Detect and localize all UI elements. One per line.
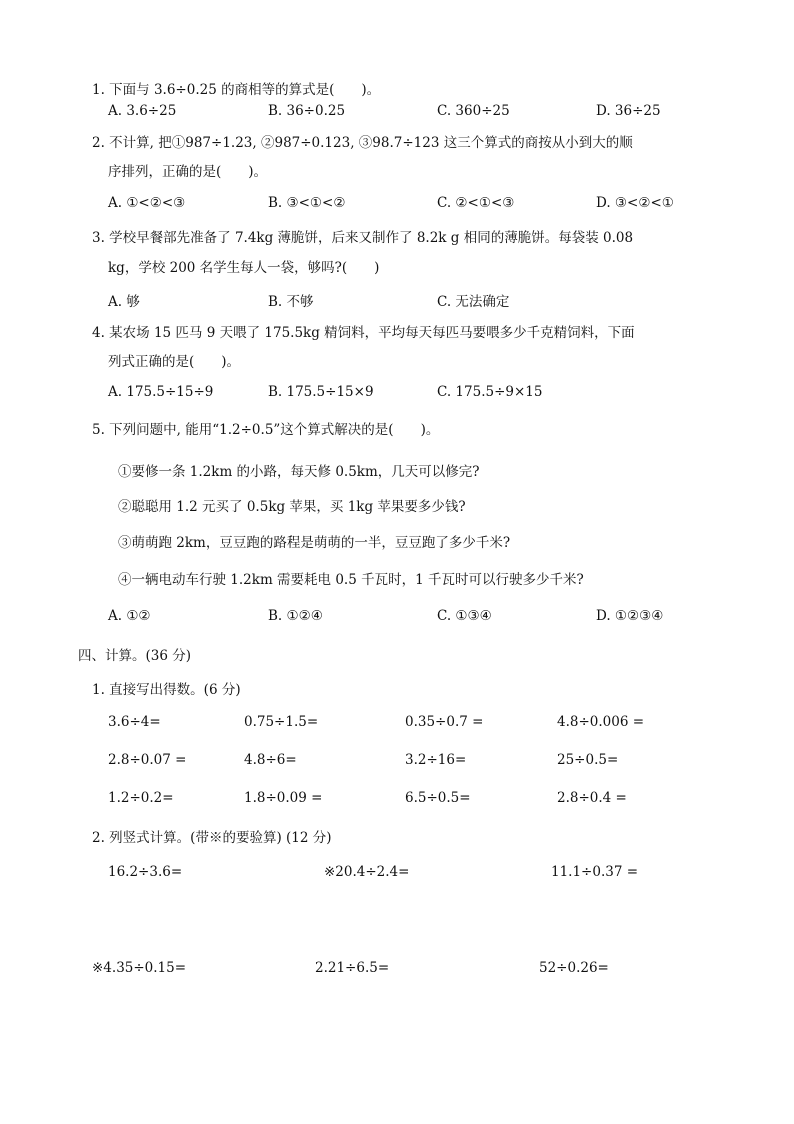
section-4-title: 四、计算。(36 分): [78, 648, 192, 664]
mental-calc-item: 3.6÷4=: [108, 714, 161, 730]
mental-calc-item: 0.35÷0.7 =: [405, 714, 484, 730]
question-1-stem: 1. 下面与 3.6÷0.25 的商相等的算式是( )。: [92, 82, 381, 98]
question-4-option-c: C. 175.5÷9×15: [437, 384, 543, 400]
mental-calc-item: 2.8÷0.07 =: [108, 752, 187, 768]
written-calc-item: 52÷0.26=: [539, 960, 609, 976]
question-5-option-d: D. ①②③④: [596, 608, 664, 624]
mental-calc-item: 0.75÷1.5=: [244, 714, 319, 730]
mental-calc-item: 2.8÷0.4 =: [557, 790, 627, 806]
question-3-option-a: A. 够: [108, 294, 140, 310]
mental-calc-item: 4.8÷6=: [244, 752, 297, 768]
question-3-option-b: B. 不够: [268, 294, 314, 310]
section-4-part-2-title: 2. 列竖式计算。(带※的要验算) (12 分): [92, 830, 332, 846]
question-4-stem-line-2: 列式正确的是( )。: [108, 354, 241, 370]
question-1-option-a: A. 3.6÷25: [108, 103, 177, 119]
question-3-stem-line-1: 3. 学校早餐部先准备了 7.4kg 薄脆饼，后来又制作了 8.2k g 相同的薄脆饼。每袋装 0.08: [92, 230, 634, 246]
question-2-option-d: D. ③<②<①: [596, 195, 674, 211]
question-5-option-a: A. ①②: [108, 608, 151, 624]
written-calc-item: ※4.35÷0.15=: [92, 960, 187, 976]
written-calc-item: 11.1÷0.37 =: [551, 864, 639, 880]
question-3-option-c: C. 无法确定: [437, 294, 510, 310]
mental-calc-item: 25÷0.5=: [557, 752, 619, 768]
question-2-stem-line-1: 2. 不计算, 把①987÷1.23, ②987÷0.123, ③98.7÷123 这三个算式的商按从小到大的顺: [92, 135, 633, 151]
question-1-option-b: B. 36÷0.25: [268, 103, 346, 119]
question-4-option-a: A. 175.5÷15÷9: [108, 384, 214, 400]
question-5-option-c: C. ①③④: [437, 608, 492, 624]
question-5-subitem-1: ①要修一条 1.2km 的小路，每天修 0.5km，几天可以修完?: [118, 464, 480, 480]
mental-calc-item: 6.5÷0.5=: [405, 790, 471, 806]
question-5-subitem-4: ④一辆电动车行驶 1.2km 需要耗电 0.5 千瓦时，1 千瓦时可以行驶多少千米?: [118, 572, 584, 588]
question-4-stem-line-1: 4. 某农场 15 匹马 9 天喂了 175.5kg 精饲料，平均每天每匹马要喂多少千克精饲料，下面: [92, 325, 635, 341]
question-4-option-b: B. 175.5÷15×9: [268, 384, 374, 400]
question-5-option-b: B. ①②④: [268, 608, 323, 624]
question-3-stem-line-2: kg，学校 200 名学生每人一袋，够吗?( ): [108, 260, 380, 276]
written-calc-item: 2.21÷6.5=: [315, 960, 390, 976]
mental-calc-item: 4.8÷0.006 =: [557, 714, 645, 730]
mental-calc-item: 1.8÷0.09 =: [244, 790, 323, 806]
question-2-option-b: B. ③<①<②: [268, 195, 346, 211]
written-calc-item: ※20.4÷2.4=: [324, 864, 410, 880]
question-2-stem-line-2: 序排列，正确的是( )。: [108, 164, 268, 180]
mental-calc-item: 1.2÷0.2=: [108, 790, 174, 806]
question-5-subitem-2: ②聪聪用 1.2 元买了 0.5kg 苹果，买 1kg 苹果要多少钱?: [118, 499, 466, 515]
mental-calc-item: 3.2÷16=: [405, 752, 467, 768]
question-1-option-d: D. 36÷25: [596, 103, 661, 119]
written-calc-item: 16.2÷3.6=: [108, 864, 183, 880]
question-5-subitem-3: ③萌萌跑 2km，豆豆跑的路程是萌萌的一半，豆豆跑了多少千米?: [118, 535, 511, 551]
question-5-stem: 5. 下列问题中, 能用“1.2÷0.5”这个算式解决的是( )。: [92, 422, 440, 438]
question-1-option-c: C. 360÷25: [437, 103, 510, 119]
question-2-option-a: A. ①<②<③: [108, 195, 186, 211]
section-4-part-1-title: 1. 直接写出得数。(6 分): [92, 682, 241, 698]
question-2-option-c: C. ②<①<③: [437, 195, 515, 211]
